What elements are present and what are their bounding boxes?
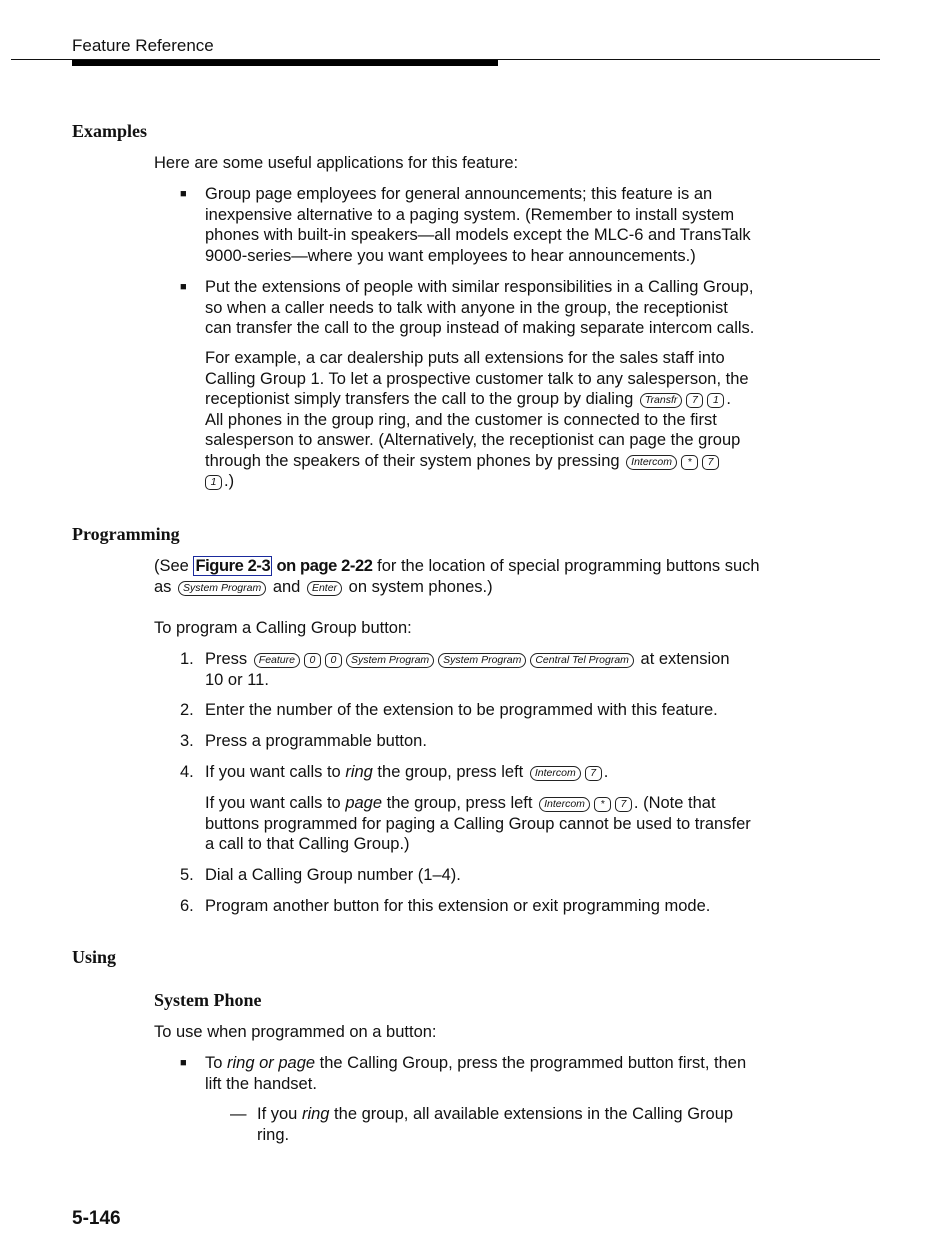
digit-0-key: 0: [325, 653, 342, 668]
running-header: Feature Reference: [72, 36, 214, 55]
page-ref: on page 2-22: [272, 557, 373, 575]
star-key: *: [681, 455, 698, 470]
programming-see-paragraph: (See Figure 2-3 on page 2-22 for the location of special programming buttons such as System Program and Enter on system phones.): [154, 557, 760, 596]
digit-7-key: 7: [702, 455, 719, 470]
digit-1-key: 1: [707, 393, 724, 408]
digit-1-key: 1: [205, 475, 222, 490]
step-3: Press a programmable button.: [205, 732, 427, 750]
programming-heading: Programming: [72, 524, 180, 544]
examples-intro: Here are some useful applications for this feature:: [154, 154, 519, 172]
using-intro: To use when programmed on a button:: [154, 1023, 437, 1041]
central-tel-program-key: Central Tel Program: [530, 653, 634, 668]
bullet-square-icon: ■: [180, 188, 187, 200]
intercom-key: Intercom: [530, 766, 581, 781]
examples-bullet-1: Group page employees for general announcements; this feature is an inexpensive alternative to a paging system. (Remember to install system phones with built-in speakers—all models except the MLC-6 and TransTalk 9000-series—where you want employees to hear announcements.): [205, 185, 751, 265]
digit-0-key: 0: [304, 653, 321, 668]
using-bullet: To ring or page the Calling Group, press the programmed button first, then lift the handset.: [205, 1054, 747, 1093]
intercom-key: Intercom: [539, 797, 590, 812]
step-5: Dial a Calling Group number (1–4).: [205, 866, 461, 884]
feature-key: Feature: [254, 653, 300, 668]
examples-example-paragraph: For example, a car dealership puts all extensions for the sales staff into Calling Group 1. To let a prospective customer talk to any salesperson, the receptionist simply transfers the call to the group by dialing Transfr 7 1 . All phones in the group ring, and the customer is connected to the first salesperson to answer. (Alternatively, the receptionist can page the group through the speakers of their system phones by pressing Intercom * 7 1 .): [205, 349, 749, 490]
step-number: 4.: [180, 763, 194, 781]
em-dash-marker: —: [230, 1105, 247, 1123]
intercom-key: Intercom: [626, 455, 677, 470]
system-program-key: System Program: [438, 653, 526, 668]
bullet-square-icon: ■: [180, 1057, 187, 1069]
digit-7-key: 7: [585, 766, 602, 781]
system-phone-heading: System Phone: [154, 990, 262, 1010]
transfr-key: Transfr: [640, 393, 682, 408]
header-rule-thick: [72, 60, 498, 66]
figure-2-3-link[interactable]: Figure 2-3: [195, 557, 271, 575]
step-6: Program another button for this extension or exit programming mode.: [205, 897, 711, 915]
system-program-key: System Program: [346, 653, 434, 668]
step-number: 6.: [180, 897, 194, 915]
system-program-key: System Program: [178, 581, 266, 596]
step-1: Press Feature 0 0 System Program System Program Central Tel Program at extension 10 or 11.: [205, 650, 730, 689]
step-number: 5.: [180, 866, 194, 884]
enter-key: Enter: [307, 581, 342, 596]
step-4: If you want calls to ring the group, press left Intercom 7 .: [205, 763, 609, 781]
programming-intro: To program a Calling Group button:: [154, 619, 412, 637]
step-2: Enter the number of the extension to be programmed with this feature.: [205, 701, 718, 719]
page-number: 5-146: [72, 1208, 121, 1229]
digit-7-key: 7: [615, 797, 632, 812]
step-number: 1.: [180, 650, 194, 668]
using-dash-item: If you ring the group, all available extensions in the Calling Group ring.: [257, 1105, 734, 1144]
examples-bullet-2: Put the extensions of people with similar responsibilities in a Calling Group, so when a caller needs to talk with anyone in the group, the receptionist can transfer the call to the group instead of making separate intercom calls.: [205, 278, 755, 337]
step-number: 3.: [180, 732, 194, 750]
bullet-square-icon: ■: [180, 281, 187, 293]
digit-7-key: 7: [686, 393, 703, 408]
using-heading: Using: [72, 947, 117, 967]
step-4-page-paragraph: If you want calls to page the group, press left Intercom * 7 . (Note that buttons programmed for paging a Calling Group cannot be used to transfer a call to that Calling Group.): [205, 794, 751, 853]
examples-heading: Examples: [72, 121, 148, 141]
star-key: *: [594, 797, 611, 812]
step-number: 2.: [180, 701, 194, 719]
